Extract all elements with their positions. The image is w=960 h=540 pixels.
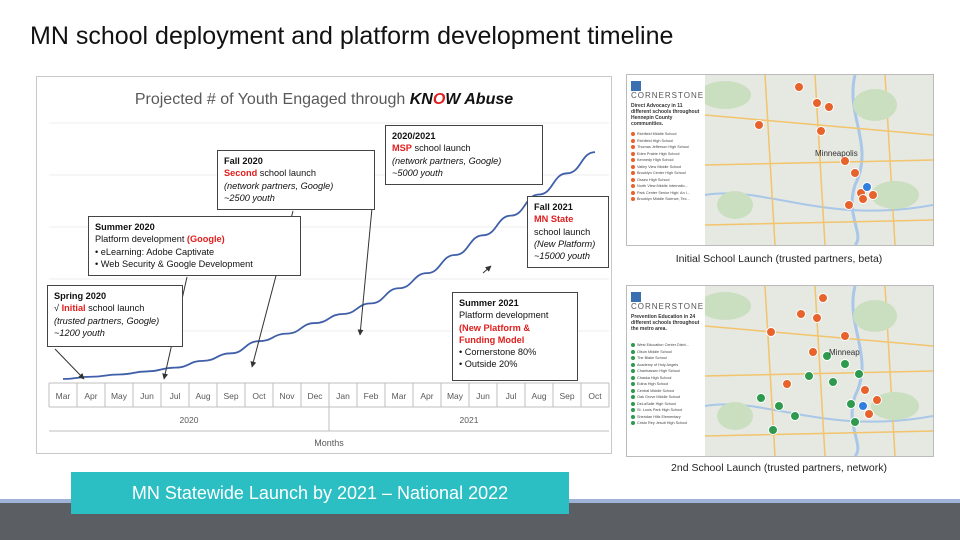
map-graphic <box>705 75 933 245</box>
month-tick-label: Jul <box>505 391 517 401</box>
month-tick-label: Nov <box>279 391 295 401</box>
callout-note: (New Platform) <box>534 238 596 249</box>
callout-text: school launch <box>257 168 316 179</box>
year-label: 2020 <box>179 415 199 425</box>
month-tick-label: Apr <box>84 391 98 401</box>
school-list-item: Valley View Middle School <box>631 164 705 171</box>
month-tick-label: Aug <box>195 391 211 401</box>
callout-arrow <box>483 266 491 273</box>
school-pin-icon <box>819 294 828 303</box>
school-pin-icon <box>869 191 878 200</box>
slide-title: MN school deployment and platform development timeline <box>30 22 674 50</box>
school-pin-icon <box>817 127 826 136</box>
school-pin-icon <box>847 400 856 409</box>
school-pin-icon <box>845 201 854 210</box>
callout-arrow <box>55 349 84 379</box>
park-area <box>717 402 753 430</box>
school-list-item: North View Middle Internatio... <box>631 183 705 190</box>
school-list-item: Eden Prairie High School <box>631 151 705 158</box>
park-area <box>853 300 897 332</box>
school-list-item: The Blake School <box>631 355 705 362</box>
city-label: Minneap <box>829 348 860 357</box>
school-pin-icon <box>859 195 868 204</box>
school-list-item: West Education Center Distri... <box>631 342 705 349</box>
school-marker-icon <box>631 132 635 136</box>
school-pin-icon <box>813 314 822 323</box>
chart-title-kn: KN <box>409 91 433 108</box>
map-caption: 2nd School Launch (trusted partners, network) <box>671 462 887 474</box>
month-tick-label: Feb <box>363 391 379 401</box>
school-list-item: Central Middle School <box>631 388 705 395</box>
callout-count: ~1200 youth <box>54 327 105 338</box>
school-marker-icon <box>631 389 635 393</box>
school-marker-icon <box>631 408 635 412</box>
month-tick-label: Oct <box>252 391 266 401</box>
school-list-item: Brooklyn Center High School <box>631 170 705 177</box>
map-legend-panel <box>627 286 705 456</box>
school-marker-icon <box>631 369 635 373</box>
callout-highlight: MSP <box>392 143 412 154</box>
school-marker-icon <box>631 415 635 419</box>
map-area <box>705 75 933 245</box>
callout-note: (trusted partners, Google) <box>54 315 160 326</box>
callout-text: school launch <box>85 303 145 314</box>
school-marker-icon <box>631 178 635 182</box>
school-list-item: Richfield High School <box>631 138 705 145</box>
school-pin-icon <box>825 103 834 112</box>
school-marker-icon <box>631 152 635 156</box>
school-pin-icon <box>795 83 804 92</box>
chart-title <box>37 91 611 109</box>
month-tick-label: Jun <box>140 391 154 401</box>
callout-title: Spring 2020 <box>54 291 107 301</box>
school-list-item: Edina High School <box>631 381 705 388</box>
cornerstone-logo: CORNERSTONE <box>631 81 705 100</box>
month-tick-label: Oct <box>588 391 602 401</box>
school-marker-icon <box>631 343 635 347</box>
school-marker-icon <box>631 158 635 162</box>
callout-2020-2021 <box>385 125 543 185</box>
callout-title: 2020/2021 <box>392 131 436 141</box>
school-pin-icon <box>755 121 764 130</box>
callout-title: Summer 2021 <box>459 298 519 308</box>
callout-fall-2020 <box>217 150 375 210</box>
month-tick-label: Sep <box>559 391 575 401</box>
school-list <box>631 131 705 203</box>
map-initial-launch <box>626 74 934 246</box>
school-marker-icon <box>631 350 635 354</box>
callout-title: Fall 2020 <box>224 156 263 166</box>
school-list-item: Chaska High School <box>631 375 705 382</box>
month-tick-label: May <box>446 391 464 401</box>
school-pin-icon <box>813 99 822 108</box>
chart-title-prefix: Projected # of Youth Engaged through <box>134 91 410 108</box>
school-marker-icon <box>631 165 635 169</box>
park-area <box>717 191 753 219</box>
callout-highlight: MN State <box>534 214 574 225</box>
callout-bullet: • Outside 20% <box>459 359 518 370</box>
chart-title-w: W Abuse <box>445 91 514 108</box>
callout-count: ~5000 youth <box>392 167 443 178</box>
school-pin-icon <box>805 372 814 381</box>
callout-highlight: Funding Model <box>459 334 525 345</box>
school-marker-icon <box>631 402 635 406</box>
callout-note: (network partners, Google) <box>224 180 334 191</box>
school-list-item: Richfield Middle School <box>631 131 705 138</box>
map-second-launch <box>626 285 934 457</box>
school-list-item: DeLaSalle High School <box>631 401 705 408</box>
school-marker-icon <box>631 184 635 188</box>
callout-note: (network partners, Google) <box>392 155 502 166</box>
callout-text: school launch <box>534 226 591 237</box>
chart-title-o: O <box>432 91 446 108</box>
school-marker-icon <box>631 171 635 175</box>
callout-count: ~15000 youth <box>534 251 590 262</box>
map-description: Prevention Education in 24 different schools throughout the metro area. <box>631 314 700 332</box>
month-tick-label: Apr <box>420 391 434 401</box>
callout-title: Summer 2020 <box>95 222 155 232</box>
school-marker-icon <box>631 197 635 201</box>
school-pin-icon <box>851 169 860 178</box>
school-list-item: Oak Grove Middle School <box>631 394 705 401</box>
school-list-item: Brooklyn Middle Science, Tec... <box>631 196 705 203</box>
school-pin-icon <box>791 412 800 421</box>
map-caption: Initial School Launch (trusted partners, beta) <box>675 253 883 265</box>
school-list-item: Academy of Holy Angels <box>631 362 705 369</box>
school-pin-icon <box>769 426 778 435</box>
school-marker-icon <box>631 145 635 149</box>
month-tick-label: Mar <box>55 391 71 401</box>
month-tick-label: Dec <box>307 391 323 401</box>
school-pin-icon <box>757 394 766 403</box>
callout-title: Fall 2021 <box>534 202 573 212</box>
callout-text: Platform development <box>459 310 549 321</box>
school-marker-icon <box>631 191 635 195</box>
callout-fall-2021 <box>527 196 609 268</box>
school-pin-icon <box>859 402 868 411</box>
school-list-item: Chanhassen High School <box>631 368 705 375</box>
school-pin-icon <box>851 418 860 427</box>
month-tick-label: Aug <box>531 391 547 401</box>
callout-highlight: Initial <box>61 303 86 314</box>
school-marker-icon <box>631 376 635 380</box>
callout-bullet: • eLearning: Adobe Captivate <box>95 246 215 257</box>
school-list-item: Park Center Senior High: An I... <box>631 190 705 197</box>
school-pin-icon <box>783 380 792 389</box>
callout-highlight: (Google) <box>186 234 225 245</box>
month-tick-label: May <box>110 391 128 401</box>
school-pin-icon <box>873 396 882 405</box>
callout-summer-2021 <box>452 292 578 381</box>
city-label: Minneapolis <box>815 149 858 158</box>
month-tick-label: Jun <box>476 391 490 401</box>
school-pin-icon <box>829 378 838 387</box>
cornerstone-logo: CORNERSTONE <box>631 292 705 311</box>
school-marker-icon <box>631 382 635 386</box>
school-pin-icon <box>841 360 850 369</box>
school-list-item: Kennedy High School <box>631 157 705 164</box>
school-marker-icon <box>631 139 635 143</box>
school-marker-icon <box>631 356 635 360</box>
callout-highlight: Second <box>224 168 258 179</box>
check-mark: √ <box>54 303 62 314</box>
callout-count: ~2500 youth <box>224 192 275 203</box>
school-list-item: Sheridan Hills Elementary <box>631 414 705 421</box>
school-pin-icon <box>767 328 776 337</box>
school-pin-icon <box>841 332 850 341</box>
school-pin-icon <box>809 348 818 357</box>
callout-bullet: • Web Security & Google Development <box>95 258 253 269</box>
callout-summer-2020 <box>88 216 301 276</box>
school-pin-icon <box>797 310 806 319</box>
school-pin-icon <box>775 402 784 411</box>
year-label: 2021 <box>459 415 479 425</box>
map-graphic <box>705 286 933 456</box>
school-pin-icon <box>863 183 872 192</box>
month-tick-label: Jan <box>336 391 350 401</box>
park-area <box>853 89 897 121</box>
callout-text: Platform development <box>95 234 187 245</box>
callout-bullet: • Cornerstone 80% <box>459 347 537 358</box>
school-pin-icon <box>861 386 870 395</box>
school-list-item: Osseo High School <box>631 177 705 184</box>
school-list-item: Cristo Rey Jesuit High School <box>631 420 705 427</box>
map-description: Direct Advocacy in 11 different schools throughout Hennepin County communities. <box>631 103 700 127</box>
map-area <box>705 286 933 456</box>
school-pin-icon <box>865 410 874 419</box>
month-tick-label: Sep <box>223 391 239 401</box>
school-marker-icon <box>631 395 635 399</box>
school-list <box>631 342 705 427</box>
school-marker-icon <box>631 363 635 367</box>
school-marker-icon <box>631 421 635 425</box>
map-legend-panel <box>627 75 705 245</box>
callout-text: school launch <box>411 143 471 154</box>
school-list-item: Thomas Jefferson High School <box>631 144 705 151</box>
launch-banner: MN Statewide Launch by 2021 – National 2022 <box>71 472 569 514</box>
school-list-item: Olson Middle School <box>631 349 705 356</box>
x-axis-title: Months <box>314 438 344 448</box>
school-list-item: St. Louis Park High School <box>631 407 705 414</box>
month-tick-label: Mar <box>391 391 407 401</box>
school-pin-icon <box>855 370 864 379</box>
callout-highlight: (New Platform & <box>459 322 530 333</box>
month-tick-label: Jul <box>169 391 181 401</box>
park-area <box>871 181 919 209</box>
callout-spring-2020 <box>47 285 183 347</box>
